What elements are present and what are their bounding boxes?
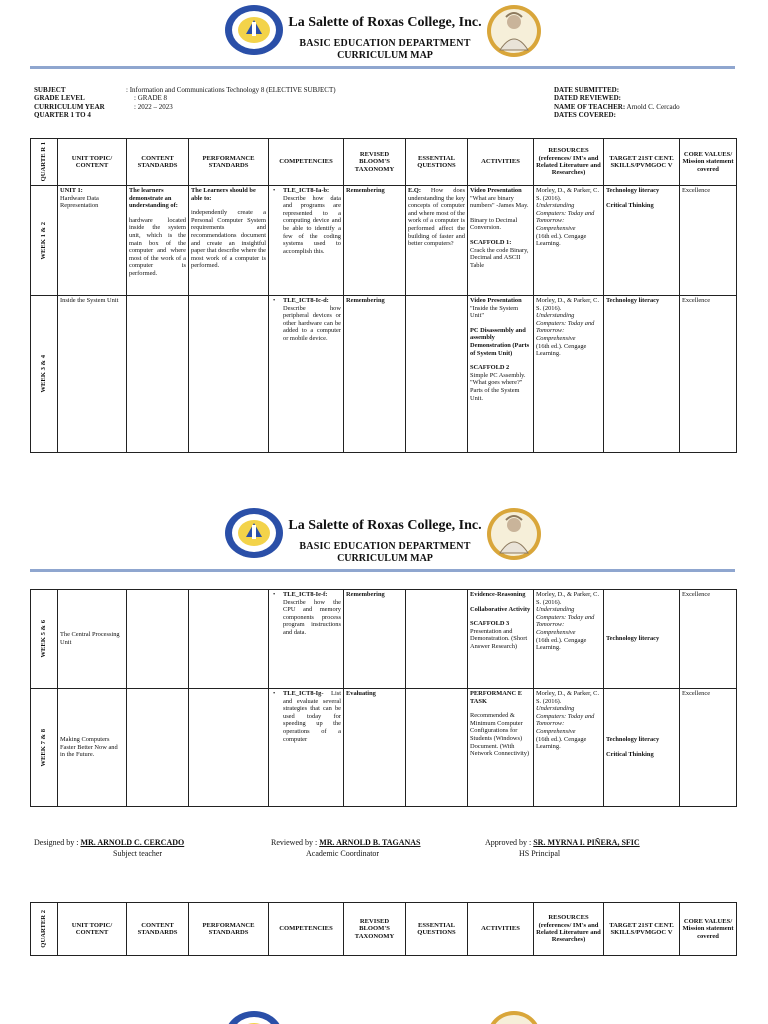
table-row [31, 590, 737, 689]
essential-question-cell [406, 296, 468, 453]
col-performance-standards: PERFORMANCE STANDARDS [189, 139, 269, 186]
performance-standard-cell [189, 689, 269, 807]
resources-cell: Morley, D., & Parker, C. S. (2016). Understanding Computers: Today and Tomorrow: Comprehensive (16th ed.). Cengage Learning. [534, 296, 604, 453]
skills-cell: Technology literacy [604, 590, 680, 689]
saint-seal-icon [486, 1010, 542, 1024]
header-rule [30, 66, 735, 69]
col-performance-standards: PERFORMANCE STANDARDS [189, 903, 269, 956]
document-title: CURRICULUM MAP [337, 50, 433, 61]
reviewer-role: Academic Coordinator [306, 849, 380, 858]
table-row [31, 296, 737, 453]
page-header-1 [0, 0, 768, 62]
unit-topic-cell: The Central Processing Unit [58, 590, 127, 689]
col-core-values: CORE VALUES/ Mission statement covered [680, 903, 737, 956]
col-essential-questions: ESSENTIAL QUESTIONS [406, 139, 468, 186]
reviewed-by: Reviewed by : MR. ARNOLD B. TAGANAS Academic Coordinator [271, 838, 421, 858]
col-content-standards: CONTENT STANDARDS [127, 139, 189, 186]
college-name: La Salette of Roxas College, Inc. [288, 518, 482, 533]
designed-by: Designed by : MR. ARNOLD C. CERCADO Subject teacher [34, 838, 185, 858]
table-row [31, 186, 737, 296]
saint-seal-icon [486, 4, 542, 58]
competency-cell: • TLE_ICT8-Ic-d: Describe how peripheral devices or other hardware can be added to a computer or mobile device. [269, 296, 344, 453]
resources-cell: Morley, D., & Parker, C. S. (2016). Understanding Computers: Today and Tomorrow: Comprehensive (16th ed.). Cengage Learning. [534, 590, 604, 689]
teacher-value: Arnold C. Cercado [626, 102, 680, 111]
col-content-standards: CONTENT STANDARDS [127, 903, 189, 956]
activities-cell: Video Presentation "What are binary numbers" -James May. Binary to Decimal Conversion. SCAFFOLD 1: Crack the code Binary, Decimal and ASCII Table [468, 186, 534, 296]
blooms-cell: Remembering [344, 186, 406, 296]
core-values-cell: Excellence [680, 590, 737, 689]
col-essential-questions: ESSENTIAL QUESTIONS [406, 903, 468, 956]
performance-standard-cell [189, 590, 269, 689]
essential-question-cell [406, 689, 468, 807]
activities-cell: Evidence-Reasoning Collaborative Activity SCAFFOLD 3 Presentation and Demonstration. (Short Answer Research) [468, 590, 534, 689]
col-competencies: COMPETENCIES [269, 903, 344, 956]
resources-cell: Morley, D., & Parker, C. S. (2016). Understanding Computers: Today and Tomorrow: Comprehensive (16th ed.). Cengage Learning. [534, 689, 604, 807]
grade-label: GRADE LEVEL [34, 94, 85, 103]
year-label: CURRICULUM YEAR [34, 102, 105, 111]
curriculum-table-q2-header [30, 902, 737, 956]
grade-value: : GRADE 8 [134, 94, 168, 103]
blooms-cell: Remembering [344, 296, 406, 453]
blooms-cell: Evaluating [344, 689, 406, 807]
skills-cell: Technology literacy [604, 296, 680, 453]
col-resources: RESOURCES (references/ IM's and Related Literature and Researches) [534, 903, 604, 956]
designer-role: Subject teacher [113, 849, 163, 858]
approver-role: HS Principal [519, 849, 561, 858]
col-quarter: QUARTER 2 [31, 903, 58, 956]
blooms-cell: Remembering [344, 590, 406, 689]
document-title: CURRICULUM MAP [337, 553, 433, 564]
col-resources: RESOURCES (references/ IM's and Related Literature and Researches) [534, 139, 604, 186]
department-name: BASIC EDUCATION DEPARTMENT [299, 38, 471, 49]
competency-cell: • TLE_ICT8-Ia-b: Describe how data and programs are represented to a computing device and be able to identify a few of the coding systems used to accomplish this. [269, 186, 344, 296]
subject-label: SUBJECT [34, 86, 66, 94]
date-submitted: DATE SUBMITTED: [554, 86, 620, 94]
col-unit-topic: UNIT TOPIC/ CONTENT [58, 139, 127, 186]
essential-question-cell [406, 590, 468, 689]
essential-question-cell: E.Q: How does understanding the key concepts of computer and where most of the work of a computer is performed affect the building of faster and better computers? [406, 186, 468, 296]
week-cell: WEEK 7 & 8 [31, 689, 58, 807]
week-cell: WEEK 1 & 2 [31, 186, 58, 296]
content-standard-cell [127, 689, 189, 807]
header-rule [30, 569, 735, 572]
activities-cell: Video Presentation "Inside the System Unit" PC Disassembly and assembly Demonstration (Parts of System Unit) SCAFFOLD 2 Simple PC Assembly. "What goes where?" Parts of the System Unit. [468, 296, 534, 453]
college-logo [224, 1010, 284, 1024]
approved-by: Approved by : SR. MYRNA I. PIÑERA, SFIC HS Principal [485, 838, 640, 858]
dates-covered: DATES COVERED: [554, 110, 616, 119]
page-header-2 [0, 503, 768, 565]
teacher-label: NAME OF TEACHER: [554, 102, 626, 111]
col-unit-topic: UNIT TOPIC/ CONTENT [58, 903, 127, 956]
unit-topic-cell: UNIT 1: Hardware Data Representation [58, 186, 127, 296]
col-target-skills: TARGET 21ST CENT. SKILLS/PVMGOC V [604, 903, 680, 956]
performance-standard-cell [189, 296, 269, 453]
approver-name: SR. MYRNA I. PIÑERA, SFIC [533, 838, 640, 847]
reviewer-name: MR. ARNOLD B. TAGANAS [319, 838, 421, 847]
header-row [31, 903, 737, 956]
col-competencies: COMPETENCIES [269, 139, 344, 186]
department-name: BASIC EDUCATION DEPARTMENT [299, 541, 471, 552]
year-value: : 2022 – 2023 [134, 102, 173, 111]
week-cell: WEEK 3 & 4 [31, 296, 58, 453]
teacher-line [554, 103, 680, 111]
col-blooms: REVISED BLOOM'S TAXONOMY [344, 139, 406, 186]
curriculum-table-page2 [30, 589, 737, 807]
col-blooms: REVISED BLOOM'S TAXONOMY [344, 903, 406, 956]
content-standard-cell [127, 296, 189, 453]
meta-right [554, 86, 680, 119]
unit-topic-cell: Making Computers Faster Better Now and in the Future. [58, 689, 127, 807]
subject-value: : Information and Communications Technology 8 (ELECTIVE SUBJECT) [126, 86, 336, 94]
table-row [31, 689, 737, 807]
dated-reviewed: DATED REVIEWED: [554, 94, 621, 103]
col-activities: ACTIVITIES [468, 139, 534, 186]
curriculum-table-page1 [30, 138, 737, 453]
skills-cell: Technology literacy Critical Thinking [604, 186, 680, 296]
designer-name: MR. ARNOLD C. CERCADO [80, 838, 185, 847]
col-target-skills: TARGET 21ST CENT. SKILLS/PVMGOC V [604, 139, 680, 186]
competency-cell: • TLE_ICT8-Ie-f: Describe how the CPU and memory components process program instructions and data. [269, 590, 344, 689]
content-standard-cell: The learners demonstrate an understanding of: hardware located inside the system unit, which is the main box of the computer and where most of the work of a computer is performed. [127, 186, 189, 296]
col-quarter: QUARTE R 1 [31, 139, 58, 186]
core-values-cell: Excellence [680, 296, 737, 453]
college-name: La Salette of Roxas College, Inc. [288, 15, 482, 30]
core-values-cell: Excellence [680, 689, 737, 807]
resources-cell: Morley, D., & Parker, C. S. (2016). Understanding Computers: Today and Tomorrow: Comprehensive (16th ed.). Cengage Learning. [534, 186, 604, 296]
quarter-label: QUARTER 1 TO 4 [34, 110, 91, 119]
core-values-cell: Excellence [680, 186, 737, 296]
col-activities: ACTIVITIES [468, 903, 534, 956]
content-standard-cell [127, 590, 189, 689]
week-cell: WEEK 5 & 6 [31, 590, 58, 689]
header-row [31, 139, 737, 186]
col-core-values: CORE VALUES/ Mission statement covered [680, 139, 737, 186]
meta-labels [34, 86, 105, 119]
saint-seal-icon [486, 507, 542, 561]
activities-cell: PERFORMANC E TASK Recommended & Minimum Computer Configurations for Students (Windows) Document. (With Network Connectivity) [468, 689, 534, 807]
page-header-3 [0, 1006, 768, 1024]
meta-values [126, 86, 336, 111]
unit-topic-cell: Inside the System Unit [58, 296, 127, 453]
skills-cell: Technology literacy Critical Thinking [604, 689, 680, 807]
performance-standard-cell: The Learners should be able to: independently create a Personal Computer System requirements and recommendations document and create an insightful paper that describe where the most work of a computer is performed. [189, 186, 269, 296]
competency-cell: • TLE_ICT8-Ig- List and evaluate several strategies that can be used today for speeding up the operations of a computer [269, 689, 344, 807]
